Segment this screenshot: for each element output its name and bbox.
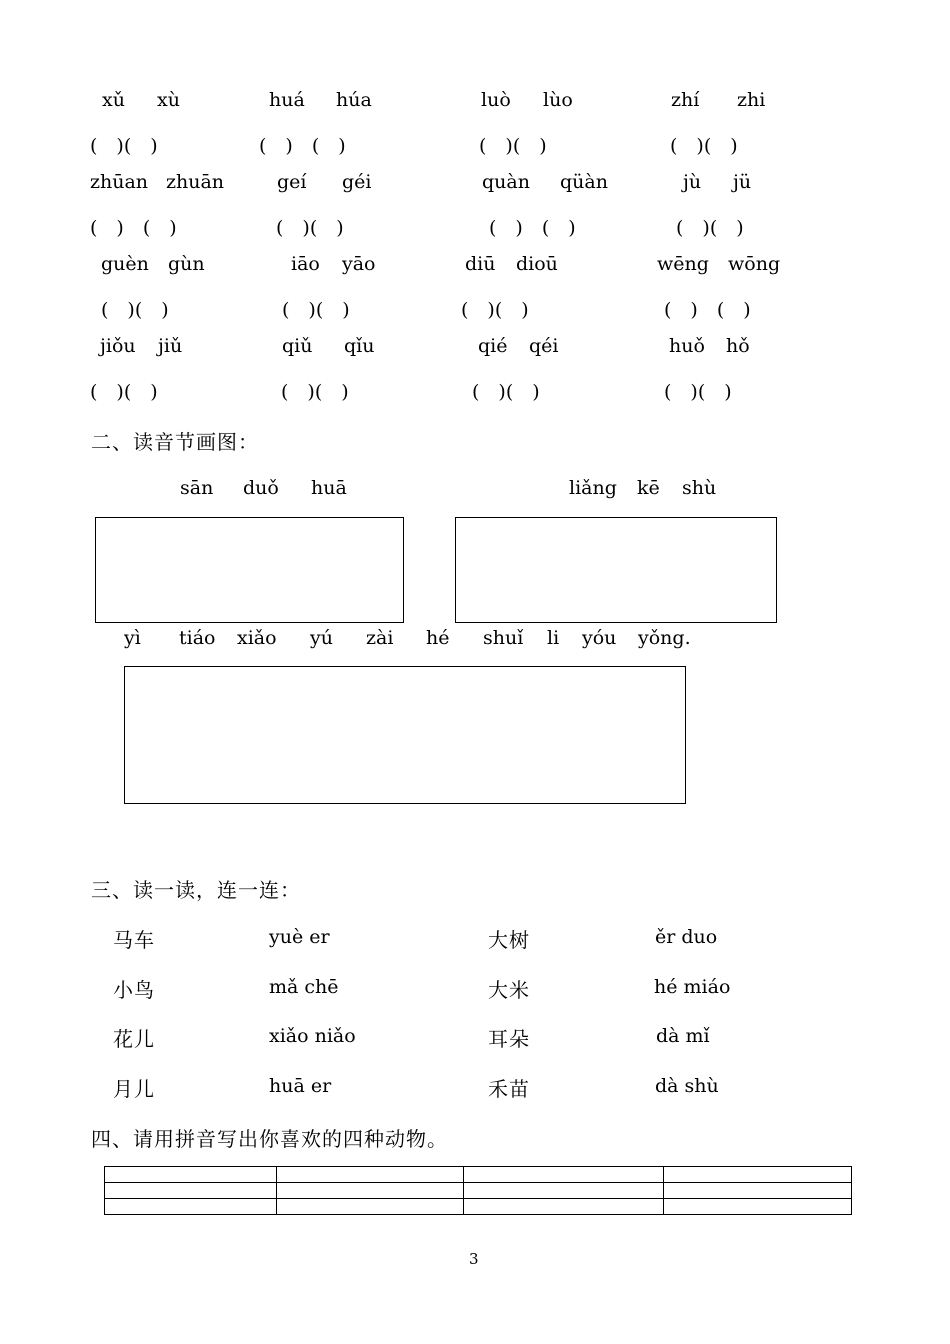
pinyin-syllable: li <box>547 627 560 649</box>
section-title: 二、读音节画图： <box>91 430 259 454</box>
answer-parens: ( ) ( ) <box>90 217 177 239</box>
drawing-box[interactable] <box>124 666 686 804</box>
pinyin-syllable: yóu <box>582 627 617 649</box>
answer-parens: ( )( ) <box>461 299 529 321</box>
answer-cell[interactable] <box>664 1199 852 1215</box>
pinyin-syllable: quàn <box>482 171 530 193</box>
pinyin-syllable: zài <box>366 627 394 649</box>
pinyin-syllable: huā <box>311 477 347 499</box>
chinese-word: 大米 <box>488 978 530 1002</box>
answer-parens: ( )( ) <box>282 299 350 321</box>
drawing-box[interactable] <box>95 517 404 623</box>
pinyin-word: mǎ chē <box>269 976 339 998</box>
pinyin-word: ěr duo <box>655 926 718 948</box>
pinyin-syllable: yì <box>124 627 141 649</box>
pinyin-word: dà mǐ <box>656 1025 710 1047</box>
table-row <box>105 1183 852 1199</box>
page-number: 3 <box>469 1250 479 1268</box>
answer-parens: ( ) ( ) <box>664 299 751 321</box>
answer-cell[interactable] <box>105 1199 277 1215</box>
pinyin-word: huā er <box>269 1075 332 1097</box>
pinyin-syllable: diū <box>465 253 496 275</box>
pinyin-syllable: qéi <box>529 335 559 357</box>
pinyin-syllable: gùn <box>168 253 205 275</box>
pinyin-syllable: yāo <box>342 253 376 275</box>
table-row <box>105 1167 852 1183</box>
pinyin-syllable: xiǎo <box>237 627 277 649</box>
pinyin-syllable: géi <box>342 171 372 193</box>
pinyin-syllable: tiáo <box>179 627 216 649</box>
pinyin-syllable: huá <box>269 89 305 111</box>
answer-cell[interactable] <box>664 1167 852 1183</box>
pinyin-syllable: geí <box>277 171 307 193</box>
answer-parens: ( )( ) <box>472 381 540 403</box>
answer-parens: ( )( ) <box>670 135 738 157</box>
pinyin-word: xiǎo niǎo <box>269 1025 356 1047</box>
chinese-word: 大树 <box>488 928 530 952</box>
pinyin-syllable: hǒ <box>726 335 750 357</box>
pinyin-syllable: kē <box>637 477 660 499</box>
pinyin-syllable: zhūan <box>90 171 149 193</box>
pinyin-syllable: wēng <box>657 253 709 275</box>
pinyin-word: dà shù <box>655 1075 719 1097</box>
chinese-word: 马车 <box>113 928 155 952</box>
pinyin-syllable: hé <box>426 627 450 649</box>
answer-cell[interactable] <box>105 1183 277 1199</box>
chinese-word: 禾苗 <box>488 1077 530 1101</box>
chinese-word: 月儿 <box>113 1077 155 1101</box>
chinese-word: 小鸟 <box>113 978 155 1002</box>
pinyin-syllable: xǔ <box>102 89 125 111</box>
pinyin-syllable: qüàn <box>560 171 608 193</box>
answer-parens: ( ) ( ) <box>489 217 576 239</box>
pinyin-syllable: sān <box>180 477 214 499</box>
pinyin-word: yuè er <box>269 926 330 948</box>
pinyin-syllable: jù <box>683 171 702 193</box>
pinyin-syllable: xù <box>157 89 180 111</box>
section-title: 四、请用拼音写出你喜欢的四种动物。 <box>91 1127 448 1151</box>
pinyin-syllable: luò <box>481 89 511 111</box>
answer-cell[interactable] <box>463 1167 664 1183</box>
pinyin-syllable: lùo <box>543 89 573 111</box>
pinyin-syllable: huǒ <box>669 335 705 357</box>
pinyin-syllable: zhi <box>737 89 766 111</box>
answer-parens: ( )( ) <box>276 217 344 239</box>
answer-parens: ( )( ) <box>101 299 169 321</box>
answer-parens: ( )( ) <box>676 217 744 239</box>
pinyin-syllable: guèn <box>101 253 149 275</box>
answer-parens: ( )( ) <box>664 381 732 403</box>
pinyin-syllable: jiǒu <box>100 335 136 357</box>
pinyin-syllable: yǒng. <box>638 627 691 649</box>
pinyin-syllable: shuǐ <box>483 627 524 649</box>
answer-cell[interactable] <box>463 1199 664 1215</box>
pinyin-syllable: zhí <box>671 89 700 111</box>
pinyin-syllable: shù <box>682 477 717 499</box>
pinyin-word: hé miáo <box>654 976 731 998</box>
answer-cell[interactable] <box>463 1183 664 1199</box>
answer-cell[interactable] <box>276 1183 463 1199</box>
answer-table <box>104 1166 852 1215</box>
pinyin-syllable: húa <box>336 89 372 111</box>
answer-parens: ( )( ) <box>90 381 158 403</box>
answer-parens: ( )( ) <box>479 135 547 157</box>
chinese-word: 耳朵 <box>488 1027 530 1051</box>
pinyin-syllable: wōng <box>728 253 781 275</box>
pinyin-syllable: dioū <box>516 253 558 275</box>
answer-cell[interactable] <box>276 1199 463 1215</box>
pinyin-syllable: zhuān <box>166 171 225 193</box>
answer-cell[interactable] <box>276 1167 463 1183</box>
pinyin-syllable: duǒ <box>243 477 279 499</box>
answer-cell[interactable] <box>105 1167 277 1183</box>
pinyin-syllable: jiǔ <box>158 335 183 357</box>
answer-parens: ( )( ) <box>281 381 349 403</box>
table-row <box>105 1199 852 1215</box>
pinyin-syllable: liǎng <box>569 477 617 499</box>
section-title: 三、读一读，连一连： <box>91 878 301 902</box>
answer-parens: ( ) ( ) <box>259 135 346 157</box>
chinese-word: 花儿 <box>113 1027 155 1051</box>
pinyin-syllable: qiǔ <box>282 335 313 357</box>
answer-cell[interactable] <box>664 1183 852 1199</box>
pinyin-syllable: yú <box>310 627 333 649</box>
pinyin-syllable: qǐu <box>344 335 375 357</box>
pinyin-syllable: qié <box>478 335 508 357</box>
drawing-box[interactable] <box>455 517 777 623</box>
pinyin-syllable: iāo <box>291 253 320 275</box>
pinyin-syllable: jü <box>733 171 752 193</box>
answer-parens: ( )( ) <box>90 135 158 157</box>
